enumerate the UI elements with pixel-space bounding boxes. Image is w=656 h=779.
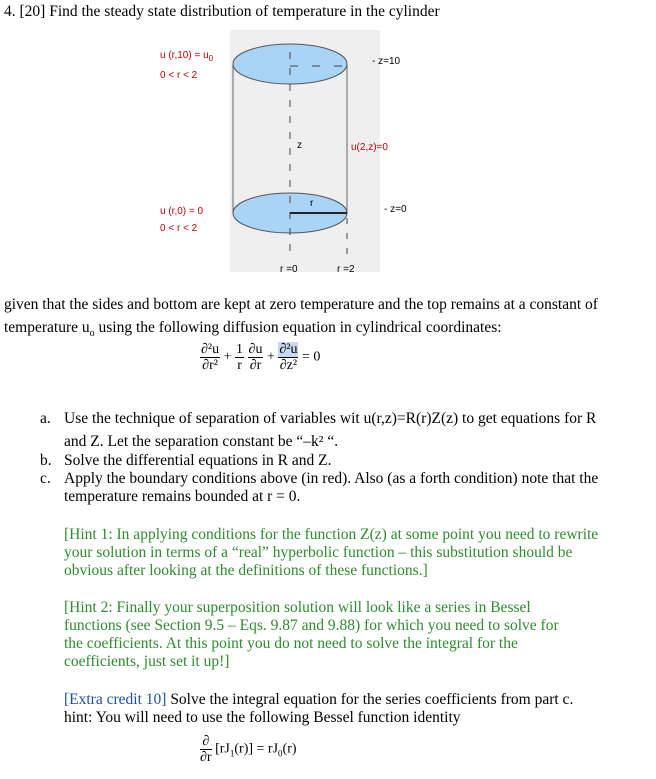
pde-equation: $\frac{\text{∂²u}}{\text{∂r²}}$ + $\frac{1}{r}$ $\frac{\partial u}{\partial r}$ + $\frac{\text{∂²u}}{\text{∂z²}}$ = 0 xyxy=(201,342,321,373)
bottom-bc-label: u (r,0) = 0 xyxy=(160,206,204,217)
extra-credit-line-1: [Extra credit 10] Solve the integral equation for the series coefficients from part c. xyxy=(64,691,574,708)
z0-label: - z=0 xyxy=(384,204,407,215)
hint2-line: [Hint 2: Finally your superposition solution will look like a series in Bessel xyxy=(64,599,531,616)
hint1-line: your solution in terms of a “real” hyperbolic function – this substitution should be xyxy=(64,544,573,561)
hint2-line: coefficients, just set it up!] xyxy=(64,653,230,670)
cylinder-figure xyxy=(140,28,460,280)
top-bc-range: 0 < r < 2 xyxy=(160,70,198,81)
hint2-line: functions (see Section 9.5 – Eqs. 9.87 and 9.88) for which you need to solve for xyxy=(64,617,559,634)
problem-heading: 4. [20] Find the steady state distribution of temperature in the cylinder xyxy=(4,3,440,20)
hint2-line: the coefficients. At this point you do not need to solve the integral for the xyxy=(64,635,518,652)
top-bc-label: u $(r,10) = u_0$ xyxy=(160,50,214,63)
side-bc-label: u(2,z)=0 xyxy=(351,142,388,153)
item-b-text: Solve the differential equations in R and Z. xyxy=(64,452,332,469)
z-axis-label: z xyxy=(297,140,302,151)
intro-line-1: given that the sides and bottom are kept at zero temperature and the top remains at a constant of xyxy=(4,296,598,313)
z10-label: - z=10 xyxy=(372,56,401,67)
item-c-text-2: temperature remains bounded at r = 0. xyxy=(64,488,301,505)
r-label: r xyxy=(310,198,314,209)
extra-credit-line-2: hint: You will need to use the following Bessel function identity xyxy=(64,709,461,726)
r2-label: r =2 xyxy=(337,264,355,275)
intro-line-2: temperature $u_o$ using the following diffusion equation in cylindrical coordinates: xyxy=(4,319,502,340)
item-a-text-1: Use the technique of separation of variables wit u(r,z)=R(r)Z(z) to get equations for R xyxy=(64,410,597,427)
bessel-identity: $\frac{\partial}{\partial r}$ $[rJ_1(r)] = rJ_0(r)$ xyxy=(200,734,297,765)
item-a-label: a. xyxy=(40,410,51,427)
item-a-text-2: and Z. Let the separation constant be “–k² “. xyxy=(64,433,339,450)
cylinder-diagram xyxy=(140,28,460,280)
hint1-line: obvious after looking at the definitions of these functions.] xyxy=(64,562,428,579)
item-c-text-1: Apply the boundary conditions above (in red). Also (as a forth condition) note that the xyxy=(64,470,599,487)
item-b-label: b. xyxy=(40,452,52,469)
bottom-bc-range: 0 < r < 2 xyxy=(160,223,198,234)
hint1-line: [Hint 1: In applying conditions for the function Z(z) at some point you need to rewrite xyxy=(64,526,599,543)
top-disk xyxy=(233,44,347,84)
r0-label: r =0 xyxy=(280,264,298,275)
item-c-label: c. xyxy=(40,470,51,487)
